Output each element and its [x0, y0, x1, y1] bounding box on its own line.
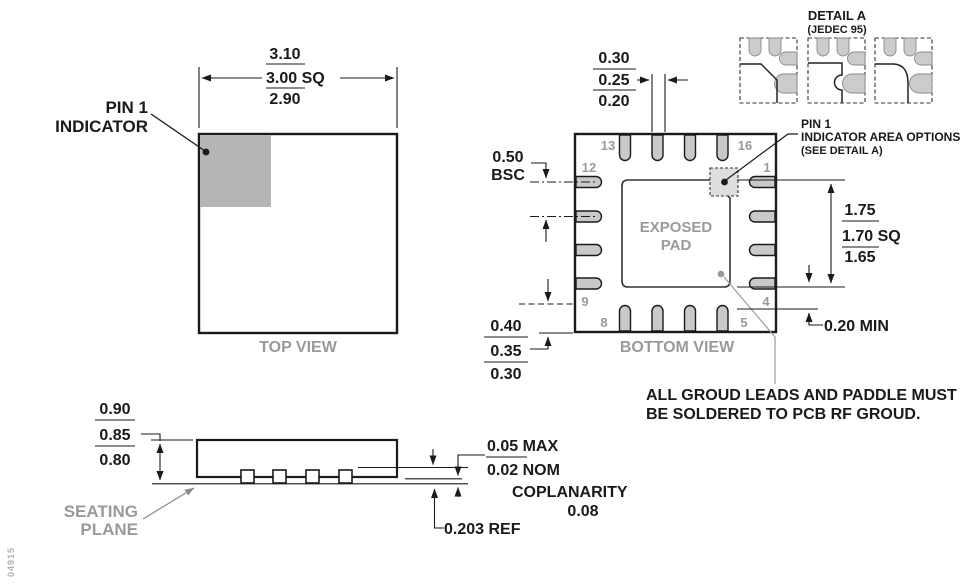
pin-13: 13: [600, 138, 616, 153]
exposed-pad-label-1: EXPOSED: [639, 219, 713, 236]
exposed-pad-label-2: PAD: [660, 237, 692, 254]
detail-a-subtitle: (JEDEC 95): [807, 24, 867, 36]
pin-12: 12: [581, 160, 597, 175]
epad-min: 1.65: [844, 249, 876, 266]
side-view: [64, 401, 628, 539]
standoff-nom: 0.02 NOM: [487, 462, 560, 479]
pin-8: 8: [600, 315, 608, 330]
ground-note-line1: ALL GROUD LEADS AND PADDLE MUST: [646, 387, 957, 404]
detail-a-option-2: [808, 38, 865, 103]
coplanarity-value: 0.08: [567, 503, 599, 520]
epad-nom: 1.70 SQ: [842, 228, 901, 245]
lead-width-max: 0.30: [598, 50, 630, 67]
pin1-indicator-area: [200, 135, 271, 207]
height-nom: 0.85: [99, 427, 131, 444]
clearance-dim: 0.20 MIN: [824, 318, 889, 335]
top-view-label: TOP VIEW: [259, 339, 337, 356]
top-view: [55, 46, 397, 356]
top-width-min: 2.90: [269, 91, 301, 108]
detail-a-option-1: [740, 38, 797, 103]
coplanarity-label: COPLANARITY: [512, 484, 628, 501]
height-max: 0.90: [99, 401, 131, 418]
top-width-max: 3.10: [269, 46, 301, 63]
epad-max: 1.75: [844, 202, 876, 219]
detail-a-title: DETAIL A: [807, 8, 867, 23]
pitch-value: 0.50: [492, 149, 524, 166]
ground-note-line2: BE SOLDERED TO PCB RF GROUD.: [646, 406, 921, 423]
lead-length-nom: 0.35: [490, 343, 522, 360]
side-view-body: [197, 440, 397, 477]
height-min: 0.80: [99, 452, 131, 469]
standoff-max: 0.05 MAX: [487, 438, 559, 455]
pin-4: 4: [762, 294, 770, 309]
pin-16: 16: [737, 138, 753, 153]
pin1-label-line1: PIN 1: [105, 98, 148, 117]
pin-1: 1: [763, 160, 771, 175]
lead-length-max: 0.40: [490, 318, 522, 335]
detail-a: [740, 8, 932, 103]
top-width-nom: 3.00 SQ: [266, 70, 325, 87]
doc-number: 04915: [6, 546, 16, 577]
detail-a-option-3: [875, 38, 932, 103]
bottom-view-label: BOTTOM VIEW: [619, 339, 735, 356]
pitch-unit: BSC: [491, 167, 525, 184]
ground-note: [646, 387, 957, 423]
ground-note-dot: [718, 271, 725, 278]
seating-plane-label-1: SEATING: [63, 502, 138, 521]
pin1-note-line2: INDICATOR AREA OPTIONS: [801, 130, 961, 144]
pin1-indicator-dot: [203, 149, 210, 156]
pin1-label-line2: INDICATOR: [55, 117, 148, 136]
seating-plane-label-2: PLANE: [80, 520, 138, 539]
lead-thickness-dim: 0.203 REF: [444, 521, 521, 538]
pin1-note-line1: PIN 1: [801, 117, 832, 131]
lead-width-nom: 0.25: [598, 72, 630, 89]
pin1-note-line3: (SEE DETAIL A): [801, 145, 883, 157]
seating-plane-leader: [143, 488, 194, 519]
pin-9: 9: [581, 294, 589, 309]
lead-width-min: 0.20: [598, 93, 630, 110]
lead-length-min: 0.30: [490, 366, 522, 383]
pin-5: 5: [740, 315, 748, 330]
